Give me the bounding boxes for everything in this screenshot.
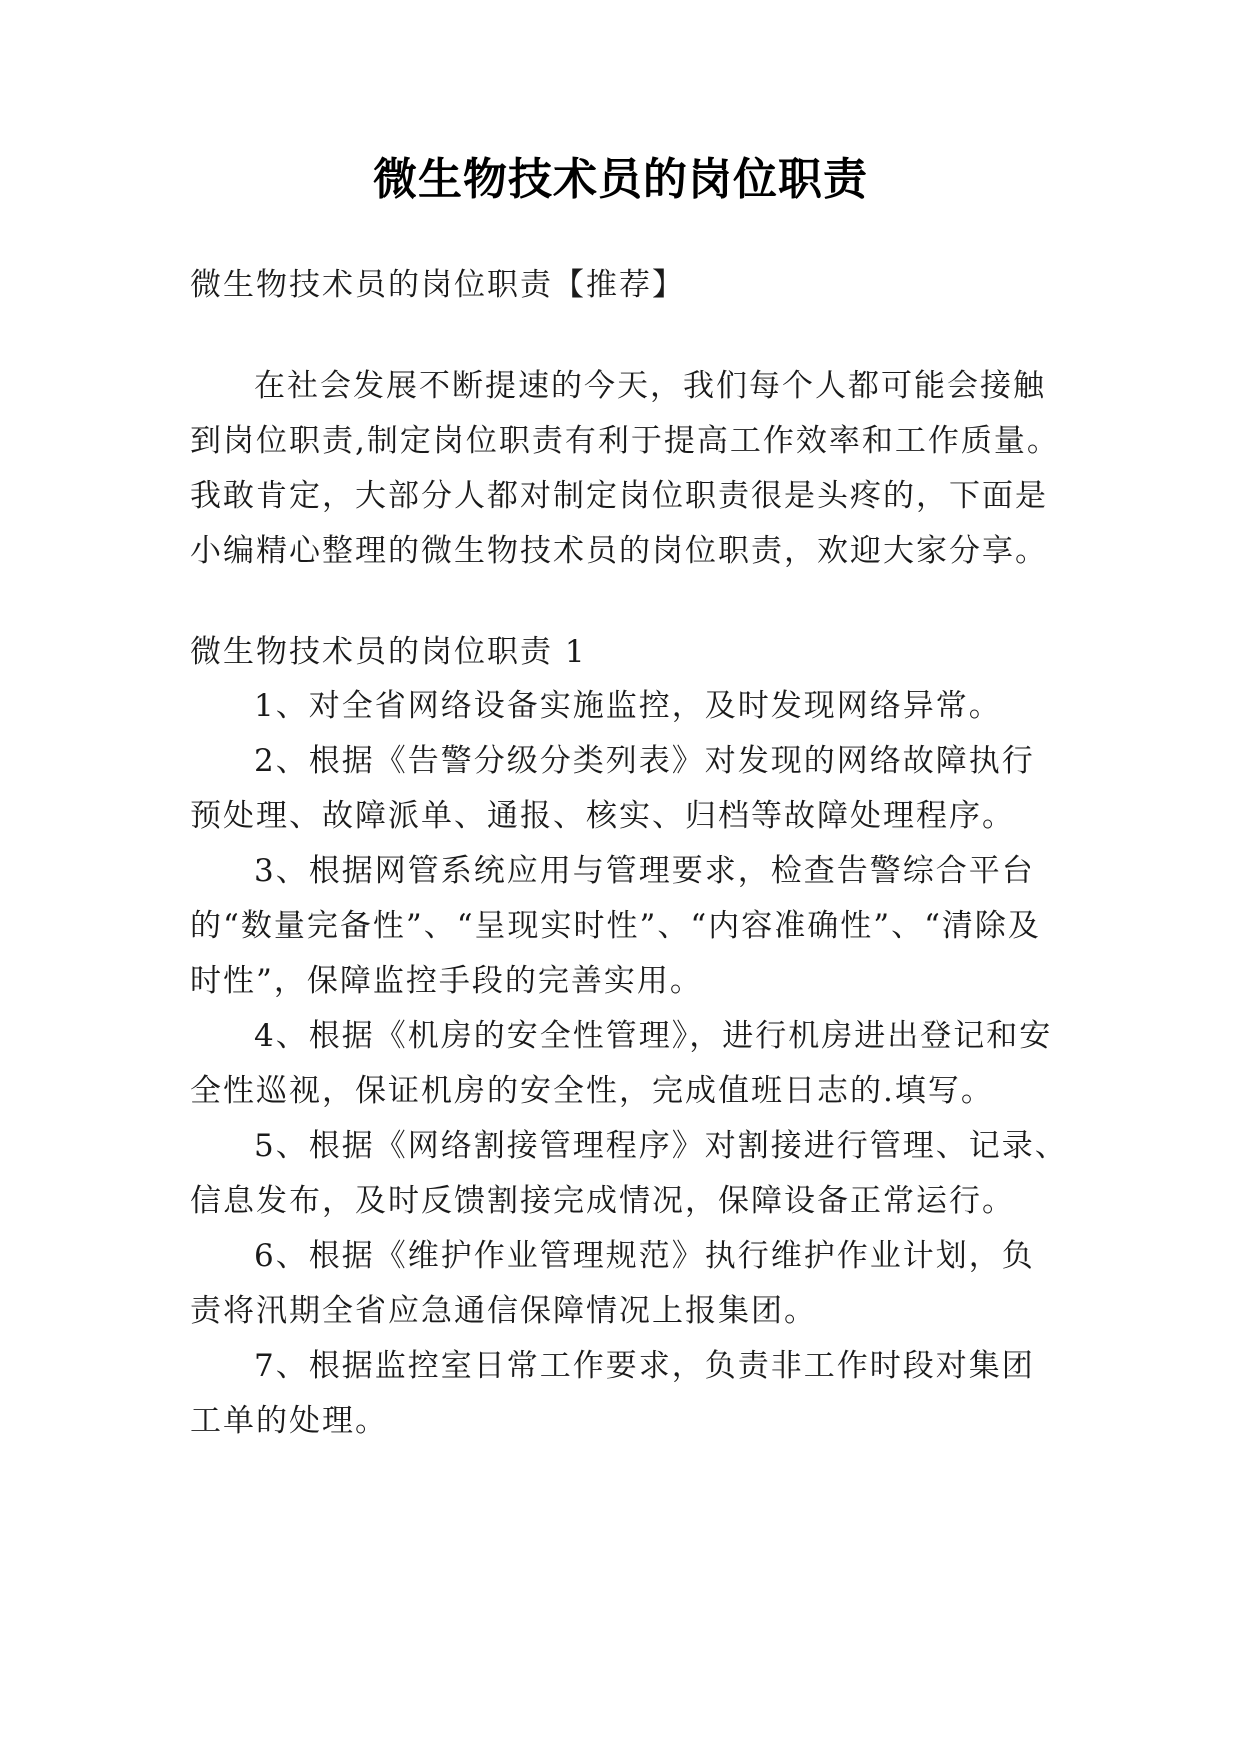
list-item-line: 1、对全省网络设备实施监控，及时发现网络异常。 xyxy=(254,688,1002,724)
intro-line: 小编精心整理的微生物技术员的岗位职责，欢迎大家分享。 xyxy=(190,533,1048,569)
list-item-line: 5、根据《网络割接管理程序》对割接进行管理、记录、 xyxy=(254,1128,1068,1164)
list-item-line: 7、根据监控室日常工作要求，负责非工作时段对集团 xyxy=(254,1348,1035,1384)
list-item-line: 全性巡视，保证机房的安全性，完成值班日志的.填写。 xyxy=(190,1073,994,1109)
list-item-line: 2、根据《告警分级分类列表》对发现的网络故障执行 xyxy=(254,743,1035,779)
list-item-line: 信息发布，及时反馈割接完成情况，保障设备正常运行。 xyxy=(190,1183,1015,1219)
intro-line: 到岗位职责,制定岗位职责有利于提高工作效率和工作质量。 xyxy=(190,423,1060,459)
document-subtitle: 微生物技术员的岗位职责【推荐】 xyxy=(190,267,685,303)
list-item-line: 6、根据《维护作业管理规范》执行维护作业计划，负 xyxy=(254,1238,1035,1274)
intro-line: 在社会发展不断提速的今天，我们每个人都可能会接触 xyxy=(254,368,1046,404)
list-item-line: 4、根据《机房的安全性管理》，进行机房进出登记和安 xyxy=(254,1018,1053,1054)
document-title: 微生物技术员的岗位职责 xyxy=(373,154,868,205)
list-item-line: 工单的处理。 xyxy=(190,1403,388,1439)
list-item-line: 3、根据网管系统应用与管理要求，检查告警综合平台 xyxy=(254,853,1035,889)
list-item-line: 的“数量完备性”、“呈现实时性”、“内容准确性”、“清除及 xyxy=(190,908,1041,944)
list-item-line: 预处理、故障派单、通报、核实、归档等故障处理程序。 xyxy=(190,798,1015,834)
intro-line: 我敢肯定，大部分人都对制定岗位职责很是头疼的，下面是 xyxy=(190,478,1048,514)
list-item-line: 时性”，保障监控手段的完善实用。 xyxy=(190,963,703,999)
section-heading: 微生物技术员的岗位职责 1 xyxy=(190,634,587,670)
list-item-line: 责将汛期全省应急通信保障情况上报集团。 xyxy=(190,1293,817,1329)
